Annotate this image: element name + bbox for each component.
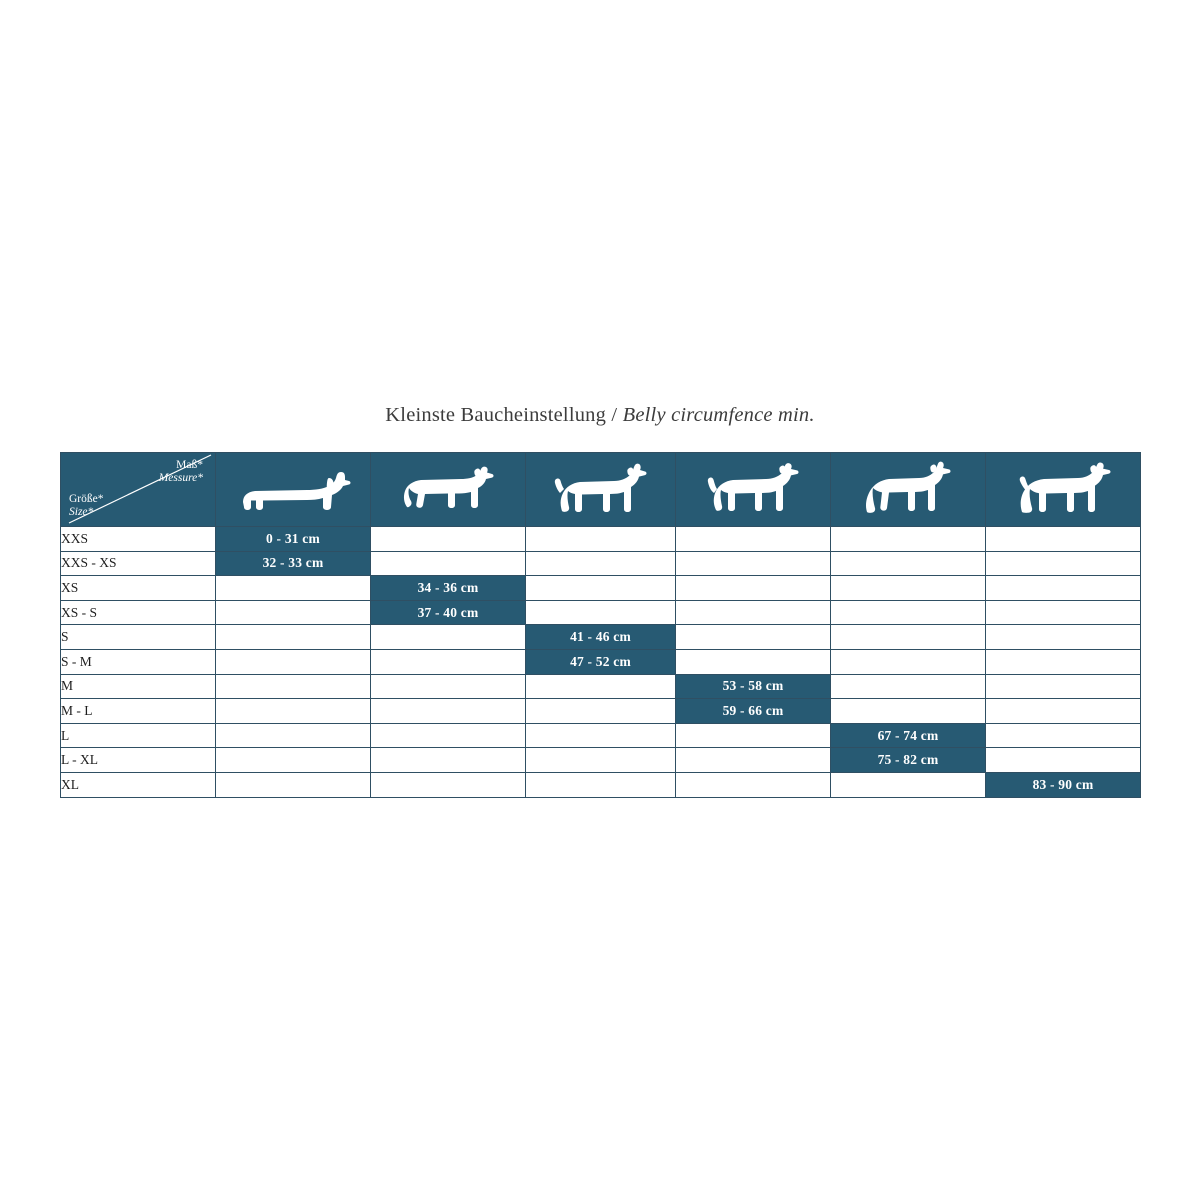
size-label-cell: M: [61, 674, 216, 699]
empty-cell: [986, 723, 1141, 748]
empty-cell: [676, 625, 831, 650]
empty-cell: [676, 748, 831, 773]
size-label-cell: XXS - XS: [61, 551, 216, 576]
empty-cell: [371, 723, 526, 748]
size-label-cell: L - XL: [61, 748, 216, 773]
empty-cell: [676, 723, 831, 748]
empty-cell: [216, 772, 371, 797]
empty-cell: [526, 723, 676, 748]
empty-cell: [831, 527, 986, 552]
header-size-line2: Size*: [69, 506, 94, 519]
empty-cell: [216, 625, 371, 650]
value-cell: 32 - 33 cm: [216, 551, 371, 576]
empty-cell: [831, 772, 986, 797]
chart-title-separator: /: [611, 404, 618, 426]
empty-cell: [831, 674, 986, 699]
table-row: [61, 699, 1141, 724]
empty-cell: [371, 772, 526, 797]
header-dog-col-3: [526, 453, 676, 527]
great-dane-dog-icon: [1000, 480, 1126, 497]
empty-cell: [986, 699, 1141, 724]
dachshund-dog-icon: [233, 480, 353, 497]
empty-cell: [986, 674, 1141, 699]
terrier-dog-icon: [389, 480, 507, 497]
chart-title-de: Kleinste Baucheinstellung: [385, 404, 607, 426]
table-row: [61, 723, 1141, 748]
table-row: [61, 649, 1141, 674]
empty-cell: [831, 649, 986, 674]
empty-cell: [676, 527, 831, 552]
empty-cell: [986, 527, 1141, 552]
size-label-cell: S - M: [61, 649, 216, 674]
chart-title-en: Belly circumfence min.: [622, 404, 815, 426]
empty-cell: [371, 551, 526, 576]
empty-cell: [526, 748, 676, 773]
header-measure-line1: Maß*: [176, 459, 203, 471]
size-table-container: [60, 452, 1140, 798]
empty-cell: [371, 699, 526, 724]
value-cell: 41 - 46 cm: [526, 625, 676, 650]
empty-cell: [676, 576, 831, 601]
header-measure-line2: Messure*: [158, 471, 203, 484]
header-size-line1: Größe*: [69, 493, 104, 506]
empty-cell: [216, 723, 371, 748]
pointer-dog-icon: [538, 480, 663, 497]
size-label-cell: XS: [61, 576, 216, 601]
size-label-cell: XL: [61, 772, 216, 797]
empty-cell: [216, 600, 371, 625]
empty-cell: [526, 699, 676, 724]
empty-cell: [986, 649, 1141, 674]
empty-cell: [526, 576, 676, 601]
header-dog-col-5: [831, 453, 986, 527]
empty-cell: [831, 600, 986, 625]
empty-cell: [986, 625, 1141, 650]
table-row: [61, 576, 1141, 601]
table-row: [61, 551, 1141, 576]
empty-cell: [986, 551, 1141, 576]
size-label-cell: S: [61, 625, 216, 650]
empty-cell: [676, 551, 831, 576]
empty-cell: [676, 772, 831, 797]
empty-cell: [371, 649, 526, 674]
empty-cell: [526, 551, 676, 576]
empty-cell: [676, 600, 831, 625]
size-label-cell: XXS: [61, 527, 216, 552]
empty-cell: [986, 748, 1141, 773]
table-row: [61, 772, 1141, 797]
size-label-cell: L: [61, 723, 216, 748]
shepherd-dog-icon: [847, 480, 969, 497]
schnauzer-dog-icon: [692, 480, 814, 497]
header-size-label: [69, 493, 104, 519]
header-measure-label: [159, 459, 203, 485]
chart-title: [60, 404, 1140, 427]
table-row: [61, 625, 1141, 650]
empty-cell: [216, 576, 371, 601]
size-label-cell: M - L: [61, 699, 216, 724]
empty-cell: [216, 748, 371, 773]
empty-cell: [526, 674, 676, 699]
value-cell: 59 - 66 cm: [676, 699, 831, 724]
table-row: [61, 674, 1141, 699]
table-row: [61, 527, 1141, 552]
empty-cell: [216, 674, 371, 699]
header-corner-cell: [61, 453, 216, 527]
value-cell: 67 - 74 cm: [831, 723, 986, 748]
empty-cell: [986, 600, 1141, 625]
value-cell: 53 - 58 cm: [676, 674, 831, 699]
empty-cell: [831, 625, 986, 650]
header-dog-col-4: [676, 453, 831, 527]
empty-cell: [216, 649, 371, 674]
empty-cell: [526, 527, 676, 552]
value-cell: 83 - 90 cm: [986, 772, 1141, 797]
size-table: [60, 452, 1141, 798]
value-cell: 37 - 40 cm: [371, 600, 526, 625]
empty-cell: [986, 576, 1141, 601]
empty-cell: [371, 625, 526, 650]
empty-cell: [371, 527, 526, 552]
header-dog-col-2: [371, 453, 526, 527]
value-cell: 47 - 52 cm: [526, 649, 676, 674]
empty-cell: [676, 649, 831, 674]
header-dog-col-6: [986, 453, 1141, 527]
empty-cell: [526, 600, 676, 625]
empty-cell: [831, 699, 986, 724]
empty-cell: [526, 772, 676, 797]
empty-cell: [831, 551, 986, 576]
size-label-cell: XS - S: [61, 600, 216, 625]
empty-cell: [831, 576, 986, 601]
empty-cell: [371, 748, 526, 773]
value-cell: 0 - 31 cm: [216, 527, 371, 552]
table-row: [61, 600, 1141, 625]
table-row: [61, 748, 1141, 773]
header-dog-col-1: [216, 453, 371, 527]
empty-cell: [216, 699, 371, 724]
value-cell: 34 - 36 cm: [371, 576, 526, 601]
empty-cell: [371, 674, 526, 699]
table-header-row: [61, 453, 1141, 527]
value-cell: 75 - 82 cm: [831, 748, 986, 773]
